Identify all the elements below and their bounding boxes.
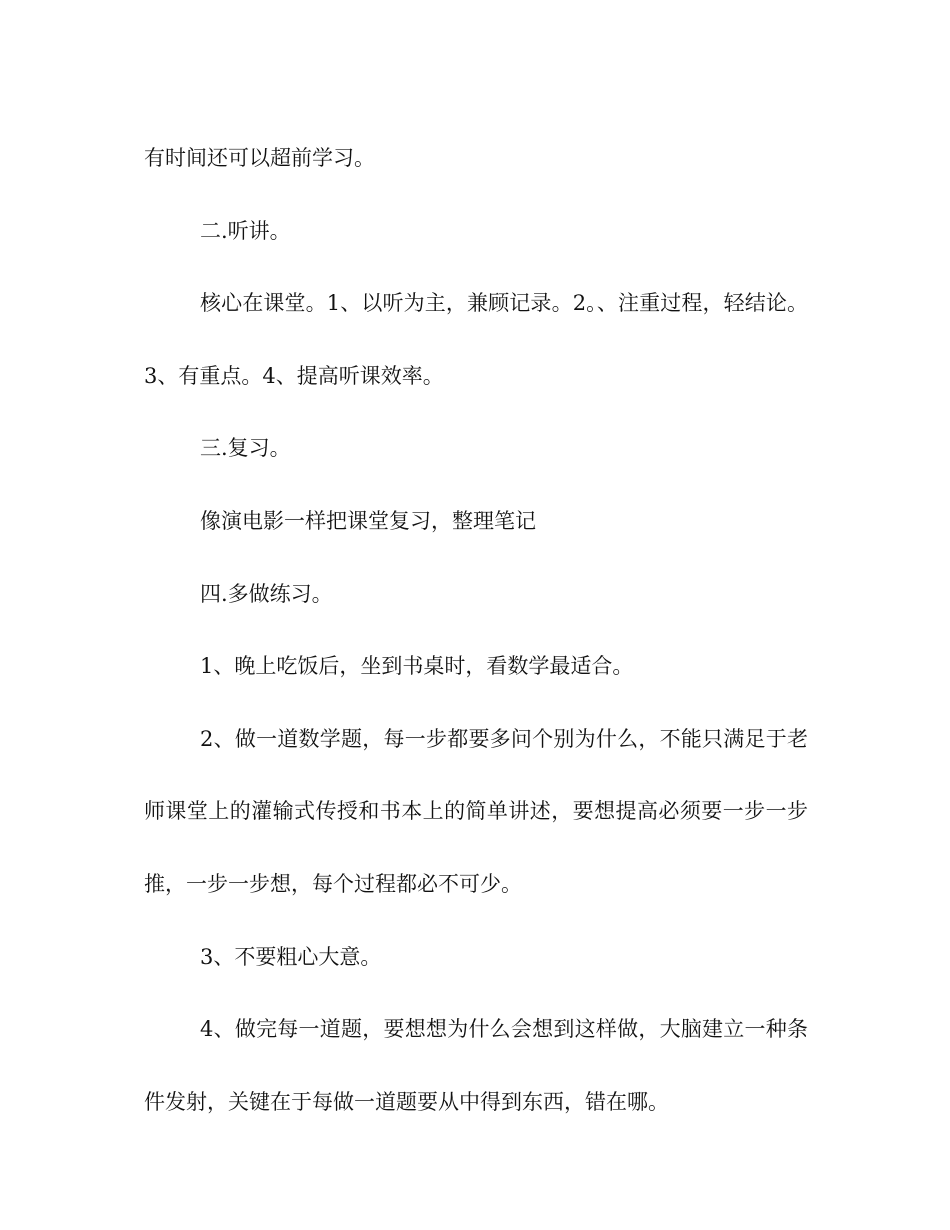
paragraph-5: 像演电影一样把课堂复习，整理笔记 [200, 508, 536, 533]
section-heading-3: 三.复习。 [200, 436, 291, 461]
paragraph-10: 4、做完每一道题，要想想为什么会想到这样做，大脑建立一种条件发射，关键在于每做一道题要从中得到东西，错在哪。 [144, 1017, 808, 1114]
section-heading-4: 四.多做练习。 [200, 581, 333, 606]
paragraph-8: 2、做一道数学题，每一步都要多问个别为什么，不能只满足于老师课堂上的灌输式传授和书本上的简单讲述，要想提高必须要一步一步推，一步一步想，每个过程都必不可少。 [144, 726, 808, 896]
section-heading-2: 二.听讲。 [200, 218, 291, 243]
paragraph-1: 有时间还可以超前学习。 [144, 146, 375, 170]
paragraph-9: 3、不要粗心大意。 [200, 944, 382, 969]
document-body [144, 122, 808, 1138]
paragraph-3: 核心在课堂。1、以听为主，兼顾记录。2。、注重过程，轻结论。3、有重点。4、提高听课效率。 [144, 291, 808, 388]
paragraph-7: 1、晚上吃饭后，坐到书桌时，看数学最适合。 [200, 654, 634, 679]
